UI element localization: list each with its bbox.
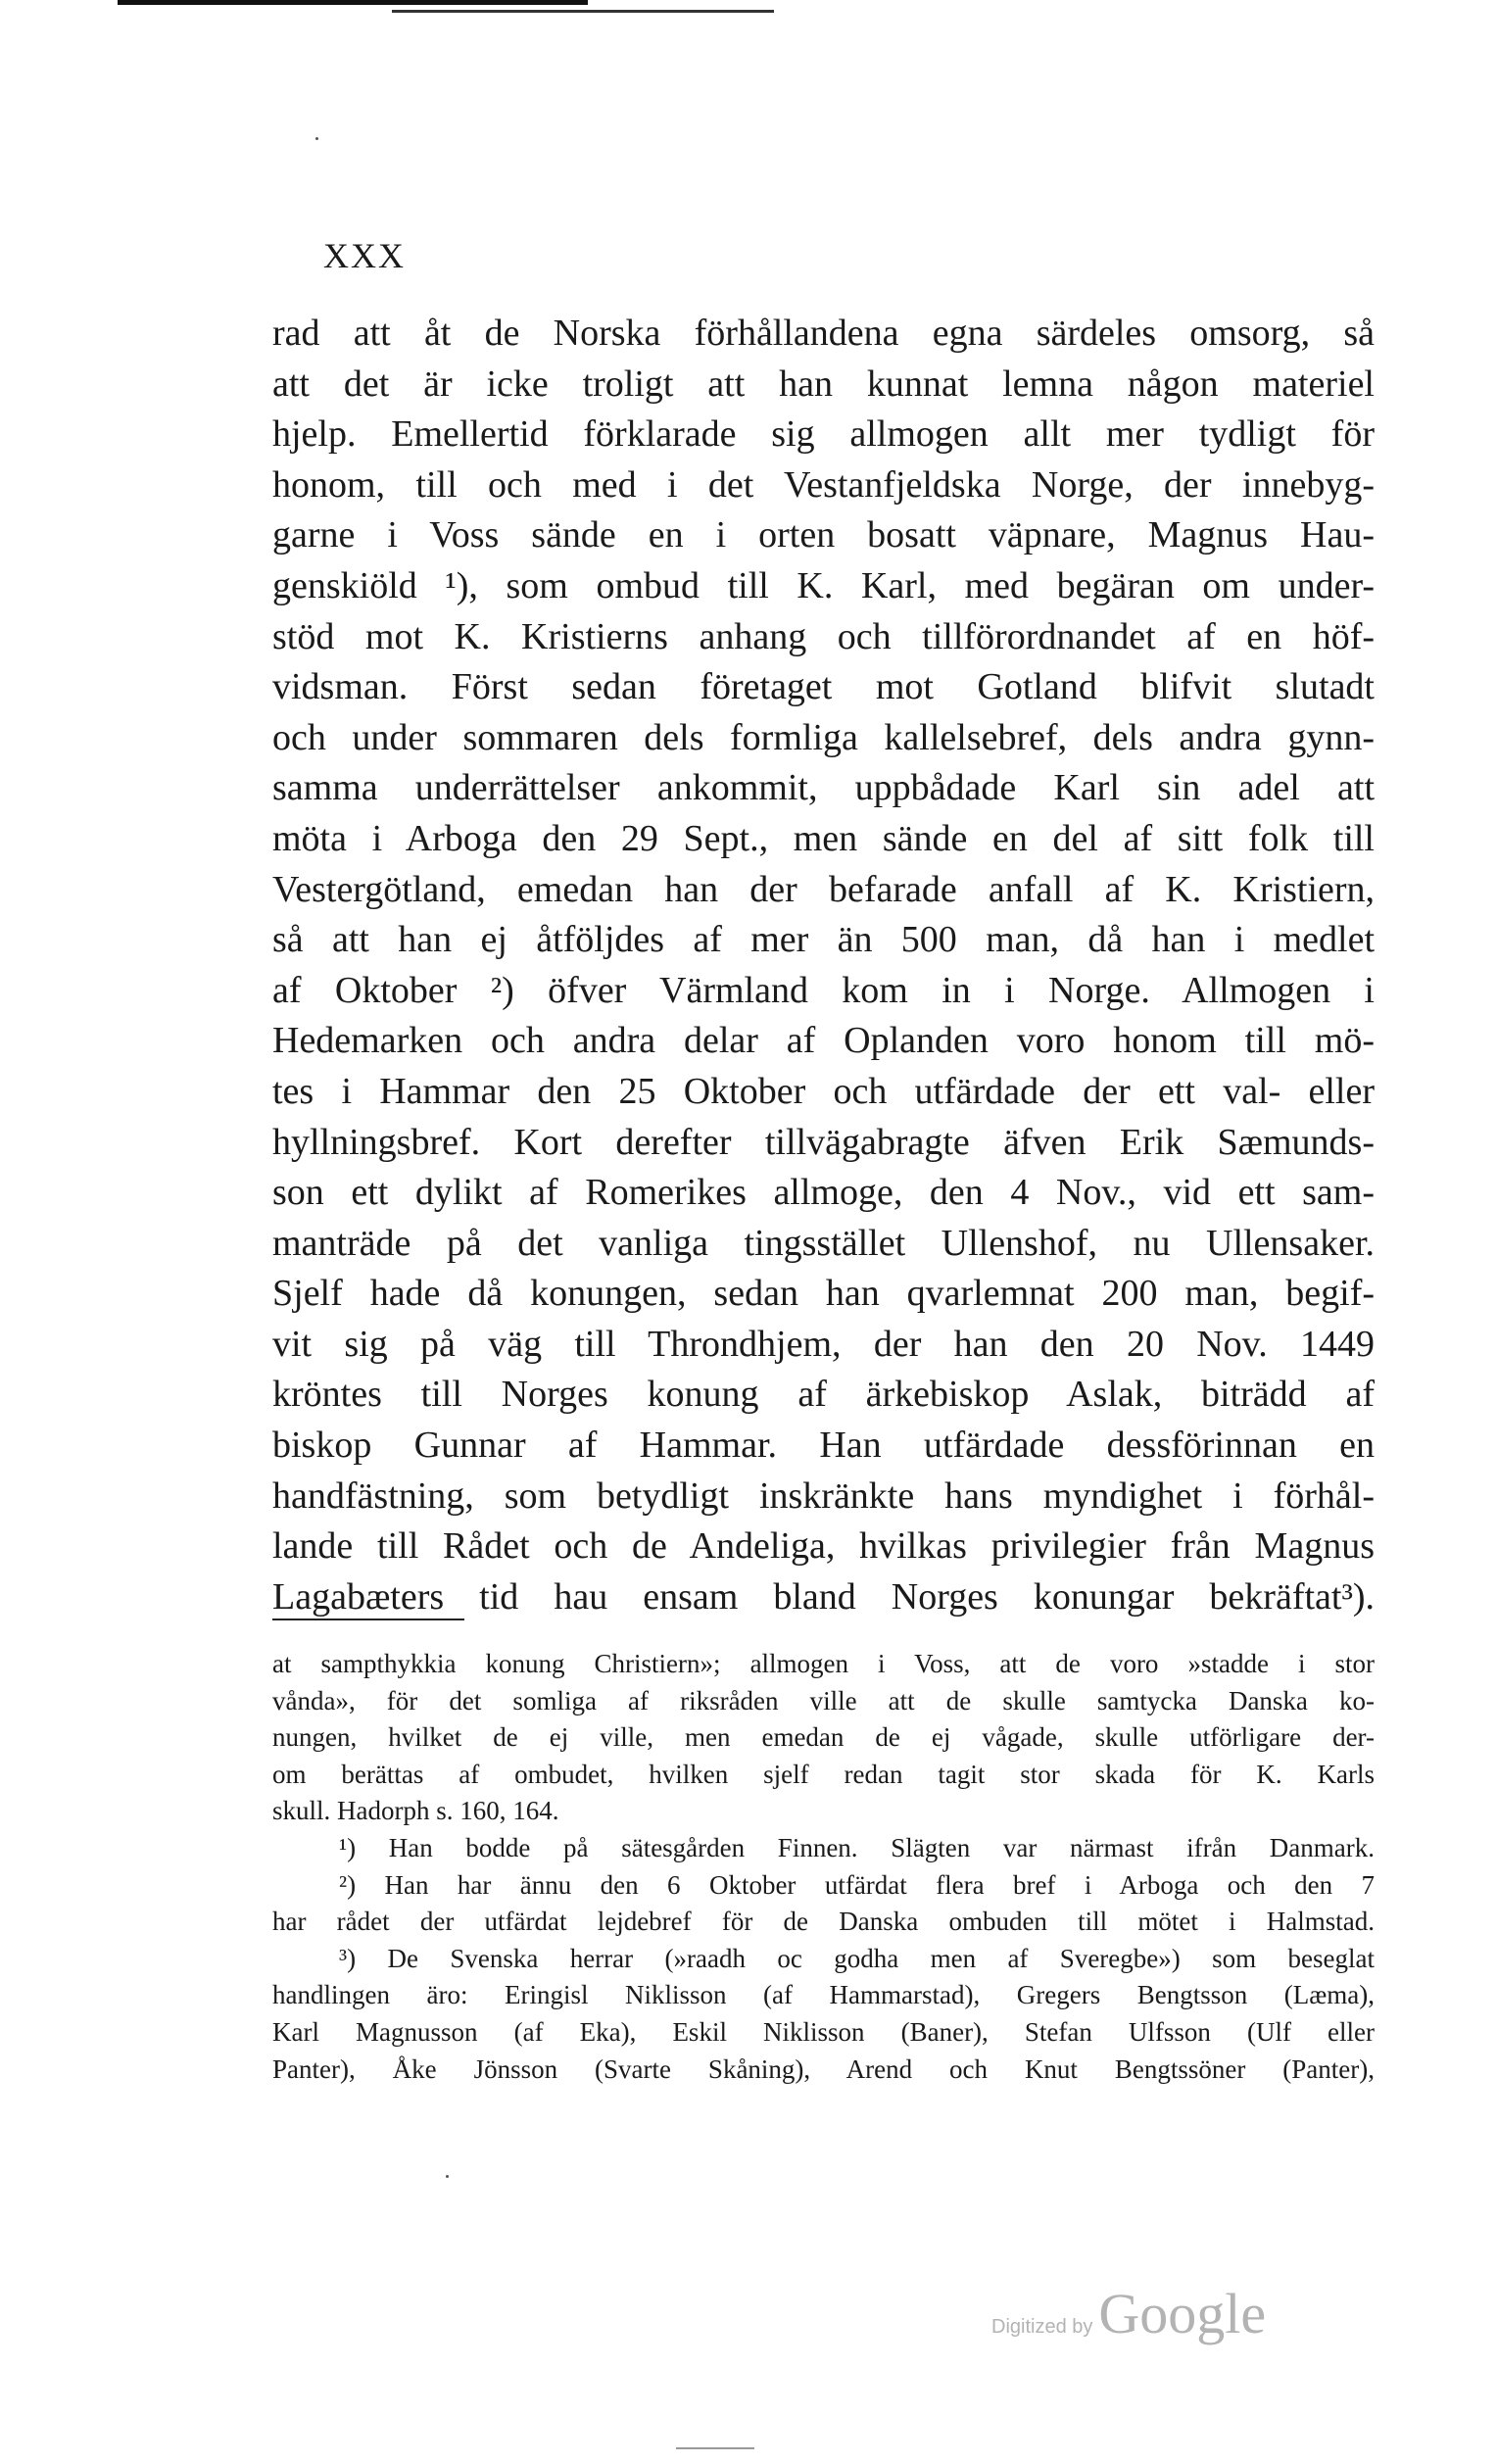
footnote-2 — [272, 1867, 1375, 1941]
digitized-watermark — [991, 2281, 1266, 2346]
main-text-body — [272, 309, 1375, 1622]
footnote-line: ¹) Han bodde på sätesgården Finnen. Slägten var närmast ifrån Danmark. — [339, 1832, 1375, 1862]
watermark-prefix: Digitized by — [991, 2316, 1093, 2338]
footnote-line: har rådet der utfärdat lejdebref för de Danska ombuden till mötet i Halmstad. — [272, 1907, 1375, 1937]
text-line: garne i Voss sände en i orten bosatt väpnare, Magnus Hau- — [272, 514, 1375, 556]
text-line: handfästning, som betydligt inskränkte hans myndighet i förhål- — [272, 1474, 1375, 1517]
footnote-line: Panter), Åke Jönsson (Svarte Skåning), Arend och Knut Bengtssöner (Panter), — [272, 2053, 1375, 2084]
text-line: af Oktober ²) öfver Värmland kom in i Norge. Allmogen i — [272, 969, 1375, 1011]
footnotes-section — [272, 1646, 1375, 2088]
text-line: och under sommaren dels formliga kallelsebref, dels andra gynn- — [272, 716, 1375, 758]
text-line: tes i Hammar den 25 Oktober och utfärdade der ett val- eller — [272, 1070, 1375, 1112]
text-line: möta i Arboga den 29 Sept., men sände en del af sitt folk till — [272, 817, 1375, 859]
footnote-line: at sampthykkia konung Christiern»; allmogen i Voss, att de voro »stadde i stor — [272, 1649, 1375, 1678]
text-line: rad att åt de Norska förhållandena egna särdeles omsorg, så — [272, 313, 1375, 354]
text-line: Sjelf hade då konungen, sedan han qvarlemnat 200 man, begif- — [272, 1273, 1375, 1315]
footnote-line: om berättas af ombudet, hvilken sjelf redan tagit stor skada för K. Karls — [272, 1759, 1375, 1789]
page-number: XXX — [323, 236, 406, 275]
bottom-edge-mark — [676, 2447, 754, 2449]
footnote-3 — [272, 1941, 1375, 2088]
text-line: kröntes till Norges konung af ärkebiskop Aslak, biträdd af — [272, 1374, 1375, 1416]
text-line: honom, till och med i det Vestanfjeldska Norge, der innebyg- — [272, 463, 1375, 506]
footnote-line: handlingen äro: Eringisl Niklisson (af Hammarstad), Gregers Bengtsson (Læma), — [272, 1980, 1375, 2010]
footnote-1 — [272, 1830, 1375, 1867]
google-logo: Google — [1098, 2282, 1267, 2345]
paper-speck — [315, 137, 318, 140]
text-line: son ett dylikt af Romerikes allmoge, den 4 Nov., vid ett sam- — [272, 1172, 1375, 1214]
top-edge-rule-secondary — [392, 10, 774, 13]
text-line: stöd mot K. Kristierns anhang och tillförordnandet af en höf- — [272, 615, 1375, 657]
text-line: vit sig på väg till Throndhjem, der han den 20 Nov. 1449 — [272, 1323, 1375, 1365]
top-edge-rule — [118, 0, 588, 5]
text-line: biskop Gunnar af Hammar. Han utfärdade dessförinnan en — [272, 1425, 1375, 1467]
footnote-line: ³) De Svenska herrar (»raadh oc godha men af Sveregbe») som beseglat — [339, 1943, 1375, 1973]
text-line: Vestergötland, emedan han der befarade anfall af K. Kristiern, — [272, 868, 1375, 910]
text-line: vidsman. Först sedan företaget mot Gotland blifvit slutadt — [272, 666, 1375, 708]
footnote-divider — [272, 1619, 464, 1620]
footnote-continuation — [272, 1646, 1375, 1830]
paper-speck — [446, 2175, 449, 2178]
text-line: hjelp. Emellertid förklarade sig allmogen allt mer tydligt för — [272, 413, 1375, 456]
footnote-line: nungen, hvilket de ej ville, men emedan de ej vågade, skulle utförligare der- — [272, 1722, 1375, 1753]
text-line: hyllningsbref. Kort derefter tillvägabragte äfven Erik Sæmunds- — [272, 1121, 1375, 1163]
text-line: att det är icke troligt att han kunnat lemna någon materiel — [272, 362, 1375, 405]
text-line: manträde på det vanliga tingsstället Ullenshof, nu Ullensaker. — [272, 1222, 1375, 1264]
footnote-line: ²) Han har ännu den 6 Oktober utfärdat flera bref i Arboga och den 7 — [339, 1869, 1375, 1900]
text-line: samma underrättelser ankommit, uppbådade Karl sin adel att — [272, 767, 1375, 809]
text-line: så att han ej åtföljdes af mer än 500 man, då han i medlet — [272, 919, 1375, 961]
text-line: genskiöld ¹), som ombud till K. Karl, med begäran om under- — [272, 564, 1375, 606]
footnote-line: Karl Magnusson (af Eka), Eskil Niklisson (Baner), Stefan Ulfsson (Ulf eller — [272, 2016, 1375, 2047]
text-line: Hedemarken och andra delar af Oplanden voro honom till mö- — [272, 1020, 1375, 1062]
footnote-line: vånda», för det somliga af riksråden ville att de skulle samtycka Danska ko- — [272, 1685, 1375, 1715]
text-line: Lagabæters tid hau ensam bland Norges konungar bekräftat³). — [272, 1575, 1375, 1618]
text-line: lande till Rådet och de Andeliga, hvilkas privilegier från Magnus — [272, 1525, 1375, 1568]
footnote-line: skull. Hadorph s. 160, 164. — [272, 1796, 559, 1826]
